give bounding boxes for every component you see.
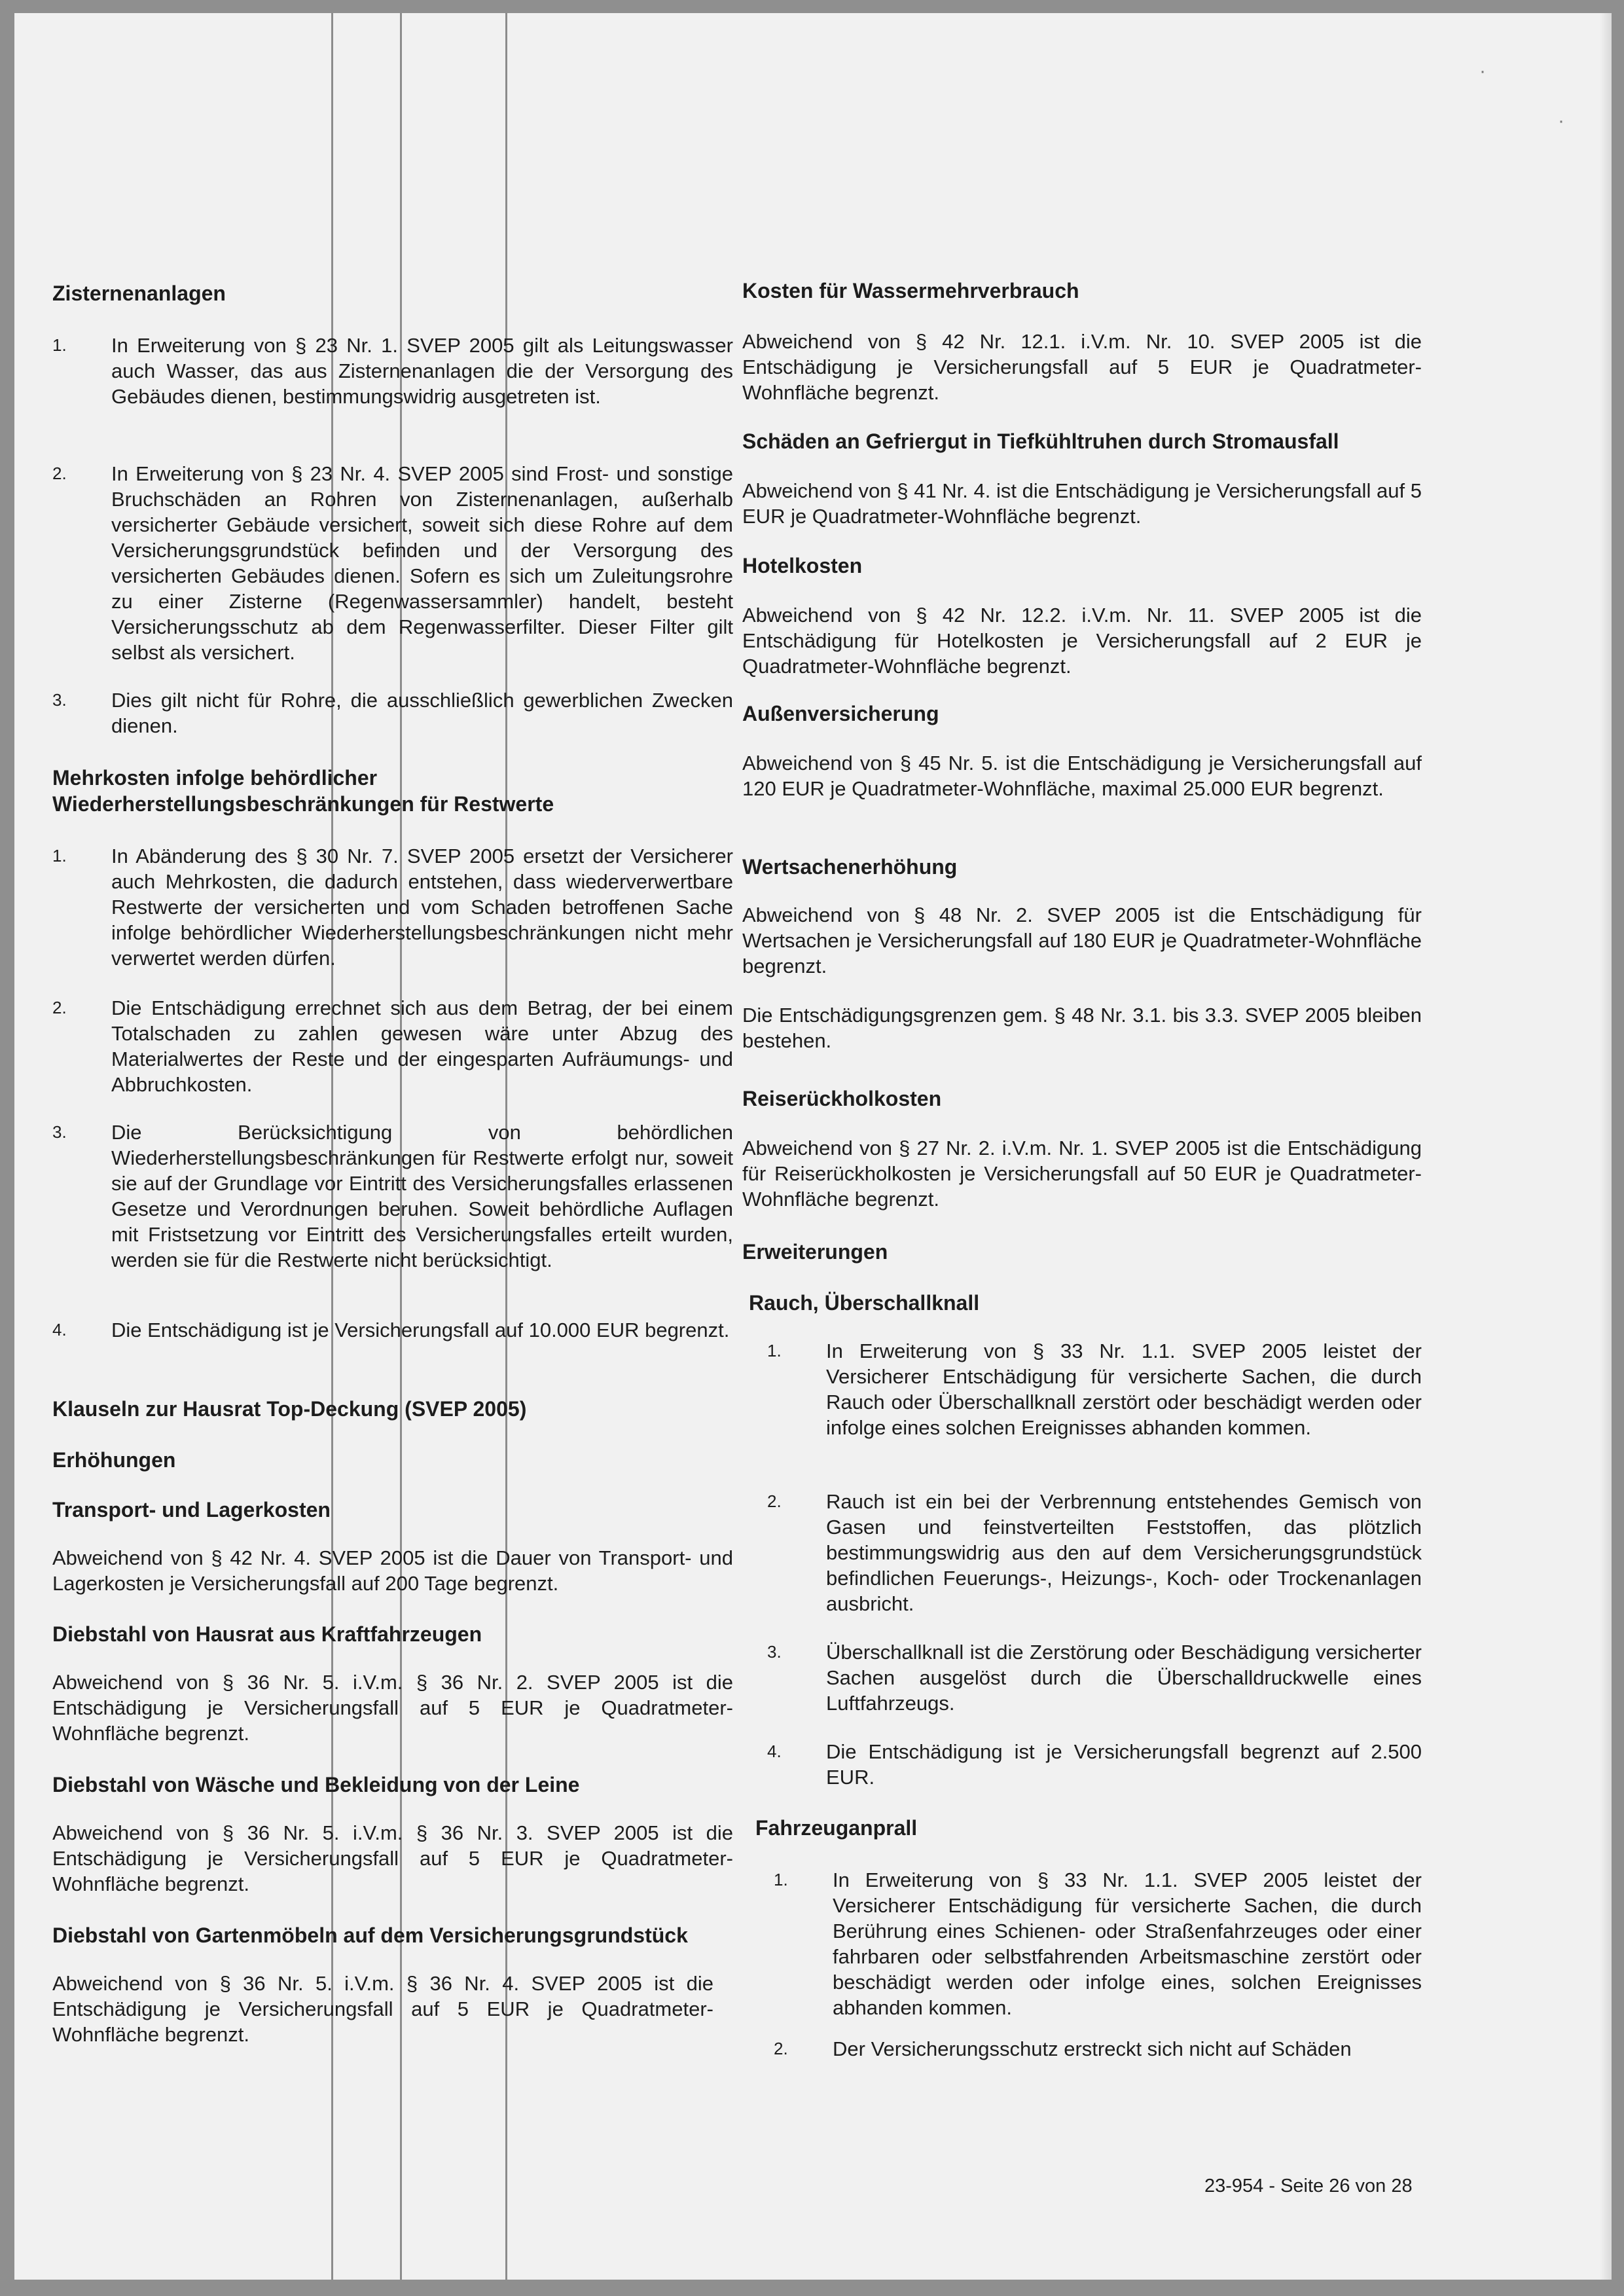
item-text: Überschallknall ist die Zerstörung oder Beschädigung versicherter Sachen ausgelöst durch die Überschalldruckwelle eines Luftfahrzeugs. [826,1641,1422,1715]
section-text: Abweichend von § 36 Nr. 5. i.V.m. § 36 Nr. 3. SVEP 2005 ist die Entschädigung je Versicherungsfall auf 5 EUR je Quadratmeter-Wohnfläche begrenzt. [52,1821,733,1895]
section-fahrzeug [755,1815,1422,1841]
item-text: Dies gilt nicht für Rohre, die ausschließlich gewerblichen Zwecken dienen. [111,689,733,737]
section-text: Abweichend von § 36 Nr. 5. i.V.m. § 36 Nr. 4. SVEP 2005 ist die Entschädigung je Versicherungsfall auf 5 EUR je Quadratmeter-Wohnfläche begrenzt. [52,1972,713,2046]
scan-speck: · [1479,60,1486,82]
item-number: 4. [767,1741,782,1761]
item-text: In Abänderung des § 30 Nr. 7. SVEP 2005 ersetzt der Versicherer auch Mehrkosten, die dadurch entstehen, dass wiederverwertbare Restwerte der versicherten und vom Schaden betroffenen Sache infolge behördlicher Wiederherstellungsbeschränkungen nicht mehr verwertet werden dürfen. [111,845,733,970]
item-text: In Erweiterung von § 33 Nr. 1.1. SVEP 2005 leistet der Versicherer Entschädigung für versicherte Sachen, die durch Rauch oder Überschallknall zerstört oder beschädigt werden oder infolge eines solchen Ereignisses abhanden kommen. [826,1339,1422,1439]
item-text: In Erweiterung von § 23 Nr. 4. SVEP 2005 sind Frost- und sonstige Bruchschäden an Rohren von Zisternenanlagen, außerhalb versicherter Gebäude versichert, soweit sich diese Rohre auf dem Versicherungsgrundstück befinden und der Versorgung des versicherten Gebäudes dienen. Sofern es sich um Zuleitungsrohre zu einer Zisterne (Regenwassersammler) handelt, besteht Versicherungsschutz ab dem Regenwasserfilter. Dieser Filter gilt selbst als versichert. [111,462,733,664]
item-number: 3. [52,690,67,710]
section-text: Abweichend von § 41 Nr. 4. ist die Entschädigung je Versicherungsfall auf 5 EUR je Quadratmeter-Wohnfläche begrenzt. [742,479,1422,528]
section-title: Kosten für Wassermehrverbrauch [742,279,1079,302]
item-number: 1. [774,1870,788,1889]
item-number: 2. [52,998,67,1017]
item-text: Der Versicherungsschutz erstreckt sich nicht auf Schäden [833,2037,1352,2060]
subsection-heading [52,1447,733,1473]
item-text: Die Entschädigung ist je Versicherungsfall begrenzt auf 2.500 EUR. [826,1740,1422,1789]
section-gefrier [742,428,1422,529]
section-text: Abweichend von § 42 Nr. 4. SVEP 2005 ist die Dauer von Transport- und Lagerkosten je Versicherungsfall auf 200 Tage begrenzt. [52,1546,733,1595]
section-title: Diebstahl von Wäsche und Bekleidung von der Leine [52,1773,580,1796]
section-transport [52,1497,733,1596]
item-text: Die Berücksichtigung von behördlichen Wiederherstellungsbeschränkungen für Restwerte erfolgt nur, soweit sie auf der Grundlage vor Eintritt des Versicherungsfalles erlassenen Gesetze und Verordnungen beruhen. Soweit behördliche Auflagen mit Fristsetzung vor Eintritt des Versicherungsfalles erteilt wurden, werden sie für die Restwerte nicht berücksichtigt. [111,1121,733,1271]
section-text: Abweichend von § 42 Nr. 12.1. i.V.m. Nr. 10. SVEP 2005 ist die Entschädigung je Versicherungsfall auf 5 EUR je Quadratmeter-Wohnfläche begrenzt. [742,330,1422,404]
section-wertsachen [742,854,1422,1053]
section-title: Außenversicherung [742,702,939,725]
section-title: Rauch, Überschallknall [749,1291,980,1315]
section-title: Schäden an Gefriergut in Tiefkühltruhen durch Stromausfall [742,429,1339,453]
erhoehungen-title: Erhöhungen [52,1448,176,1472]
section-rauch [749,1290,1422,1316]
item-number: 3. [767,1642,782,1662]
item-number: 4. [52,1320,67,1339]
item-number: 1. [767,1341,782,1360]
section-title: Hotelkosten [742,554,863,577]
section-title: Diebstahl von Hausrat aus Kraftfahrzeugen [52,1622,482,1646]
section-title: Zisternenanlagen [52,282,226,305]
section-title: Fahrzeuganprall [755,1816,918,1840]
item-text: In Erweiterung von § 23 Nr. 1. SVEP 2005 gilt als Leitungswasser auch Wasser, das aus Zisternenanlagen die der Versorgung des Gebäudes dienen, bestimmungswidrig ausgetreten ist. [111,334,733,408]
clause-title: Klauseln zur Hausrat Top-Deckung (SVEP 2005) [52,1397,527,1421]
section-garten [52,1922,713,2047]
subsection-heading [742,1239,1422,1265]
section-text: Abweichend von § 45 Nr. 5. ist die Entschädigung je Versicherungsfall auf 120 EUR je Quadratmeter-Wohnfläche, maximal 25.000 EUR begrenzt. [742,752,1422,800]
item-text: In Erweiterung von § 33 Nr. 1.1. SVEP 2005 leistet der Versicherer Entschädigung für versicherte Sachen, die durch Berührung eines Schienen- oder Straßenfahrzeuges oder einer fahrbaren oder selbstfahrenden Arbeitsmaschine zerstört oder beschädigt werden oder infolge eines, solchen Ereignisses abhanden kommen. [833,1868,1422,2019]
section-wasser [742,278,1422,405]
section-text-2: Die Entschädigungsgrenzen gem. § 48 Nr. 3.1. bis 3.3. SVEP 2005 bleiben bestehen. [742,1004,1422,1052]
erweiterungen-title: Erweiterungen [742,1240,888,1264]
section-text: Abweichend von § 27 Nr. 2. i.V.m. Nr. 1. SVEP 2005 ist die Entschädigung für Reiserückholkosten je Versicherungsfall auf 50 EUR je Quadratmeter-Wohnfläche begrenzt. [742,1137,1422,1211]
item-number: 2. [52,464,67,483]
section-title: Mehrkosten infolge behördlicher Wiederherstellungsbeschränkungen für Restwerte [52,766,554,816]
section-reise [742,1085,1422,1212]
item-number: 1. [52,846,67,866]
section-kfz [52,1621,733,1746]
page-edge-shadow [1600,13,1612,2280]
section-text: Abweichend von § 48 Nr. 2. SVEP 2005 ist die Entschädigung für Wertsachen je Versicherungsfall auf 180 EUR je Quadratmeter-Wohnfläche begrenzt. [742,903,1422,977]
section-hotel [742,553,1422,679]
item-text: Rauch ist ein bei der Verbrennung entstehendes Gemisch von Gasen und feinstverteilten Feststoffen, das plötzlich bestimmungswidrig aus den auf dem Versicherungsgrundstück befindlichen Feuerungs-, Heizungs-, Koch- oder Trockenanlagen ausbricht. [826,1490,1422,1615]
section-mehrkosten [52,765,707,817]
document-page [14,13,1612,2280]
item-number: 1. [52,335,67,355]
scan-speck: · [1558,110,1564,132]
section-title: Diebstahl von Gartenmöbeln auf dem Versicherungsgrundstück [52,1923,688,1947]
section-text: Abweichend von § 36 Nr. 5. i.V.m. § 36 Nr. 2. SVEP 2005 ist die Entschädigung je Versicherungsfall auf 5 EUR je Quadratmeter-Wohnfläche begrenzt. [52,1671,733,1745]
item-text: Die Entschädigung errechnet sich aus dem Betrag, der bei einem Totalschaden zu zahlen gewesen wäre unter Abzug des Materialwertes der Reste und der eingesparten Aufräumungs- und Abbruchkosten. [111,996,733,1096]
section-title: Reiserückholkosten [742,1087,942,1110]
section-aussen [742,701,1422,801]
item-number: 2. [767,1491,782,1511]
section-text: Abweichend von § 42 Nr. 12.2. i.V.m. Nr. 11. SVEP 2005 ist die Entschädigung für Hotelkosten je Versicherungsfall auf 2 EUR je Quadratmeter-Wohnfläche begrenzt. [742,604,1422,678]
item-text: Die Entschädigung ist je Versicherungsfall auf 10.000 EUR begrenzt. [111,1319,730,1341]
section-leine [52,1772,733,1897]
clause-heading [52,1396,733,1422]
item-number: 2. [774,2039,788,2058]
page-footer: 23-954 - Seite 26 von 28 [1204,2176,1413,2196]
section-zisternen [52,280,733,306]
section-title: Transport- und Lagerkosten [52,1498,331,1522]
item-number: 3. [52,1122,67,1142]
section-title: Wertsachenerhöhung [742,855,958,879]
